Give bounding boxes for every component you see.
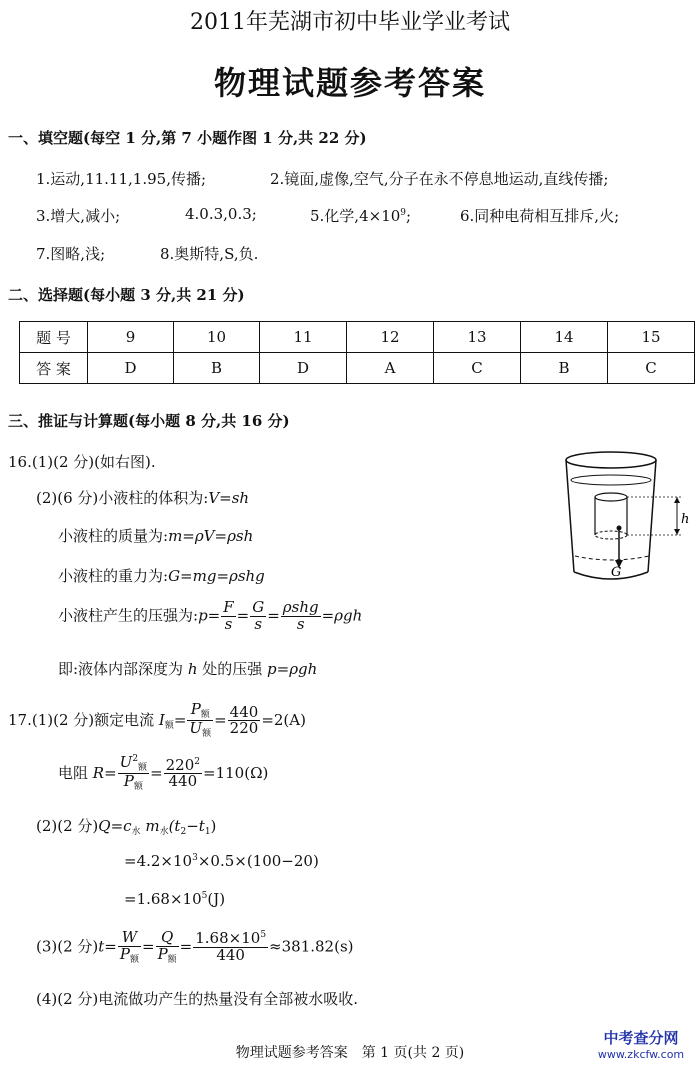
table-cell: B	[174, 353, 260, 384]
table-cell: 14	[521, 322, 608, 353]
table-row-answers	[20, 353, 695, 384]
table-label-answer: 答 案	[20, 353, 88, 384]
q16-volume: (2)(6 分)小液柱的体积为:V=sh	[36, 489, 250, 507]
q17-current: 17.(1)(2 分)额定电流 $I_额=$ $\frac{P_额}{U_额}$ = $\frac{440}{220}$ =2(A)	[8, 700, 306, 740]
section3-heading: 三、推证与计算题(每小题 8 分,共 16 分)	[8, 412, 290, 430]
answer-table	[19, 321, 695, 384]
table-cell: 13	[434, 322, 521, 353]
exam-subtitle: 2011年芜湖市初中毕业学业考试	[190, 10, 510, 35]
table-cell: C	[434, 353, 521, 384]
q17-heat-result: $=1.68\times 10^5(J)$	[124, 890, 226, 908]
table-cell: 10	[174, 322, 260, 353]
fill-answer-8: 8.奥斯特,S,负.	[160, 245, 259, 263]
table-row-numbers	[20, 322, 695, 353]
fill-answer-5: 5.化学$,4\times 10^9$;	[310, 207, 412, 225]
q17-part4: (4)(2 分)电流做功产生的热量没有全部被水吸收.	[36, 990, 359, 1008]
q16-mass: 小液柱的质量为:m=ρV=ρsh	[58, 527, 254, 545]
beaker-figure	[555, 448, 695, 588]
q17-heat-step: $=4.2\times 10^3\times 0.5\times(100-20)$	[124, 852, 319, 870]
figure-label-g: G	[611, 565, 622, 580]
q17-resistance: 电阻 R= $\frac{U^2_额}{P_额}$ = $\frac{220^2}{440}$ =110(Ω)	[58, 753, 269, 793]
q16-part1: 16.(1)(2 分)(如右图).	[8, 453, 156, 471]
fill-answer-4: 4.0.3,0.3;	[185, 205, 257, 223]
table-cell: D	[88, 353, 174, 384]
answer-table-wrap	[19, 321, 695, 384]
q16-conclusion: 即:液体内部深度为 h 处的压强 p=ρgh	[58, 660, 318, 678]
fill-answer-6: 6.同种电荷相互排斥,火;	[460, 207, 620, 225]
table-cell: D	[260, 353, 347, 384]
fill-answer-1: 1.运动,11.11,1.95,传播;	[36, 170, 207, 188]
table-cell: A	[347, 353, 434, 384]
page-footer: 物理试题参考答案 第 1 页(共 2 页)	[235, 1045, 465, 1061]
table-cell: 12	[347, 322, 434, 353]
table-label-number: 题 号	[20, 322, 88, 353]
table-cell: 9	[88, 322, 174, 353]
page-title: 物理试题参考答案	[213, 64, 486, 102]
q16-gravity: 小液柱的重力为:G=mg=ρshg	[58, 567, 265, 585]
figure-label-h: h	[681, 512, 690, 527]
watermark-title: 中考查分网	[603, 1029, 679, 1047]
q17-time: (3)(2 分)t= $\frac{W}{P_额}$ = $\frac{Q}{P_额}$ = $\frac{1.68\times 10^5}{440}$ ≈381.82(s)	[36, 928, 354, 965]
fill-answer-3: 3.增大,减小;	[36, 207, 121, 225]
site-watermark	[586, 1027, 696, 1061]
table-cell: C	[608, 353, 695, 384]
section1-heading: 一、填空题(每空 1 分,第 7 小题作图 1 分,共 22 分)	[8, 129, 367, 147]
watermark-url: www.zkcfw.com	[597, 1048, 685, 1061]
table-cell: B	[521, 353, 608, 384]
fill-answer-7: 7.图略,浅;	[36, 245, 106, 263]
q16-pressure: 小液柱产生的压强为:p= $\frac{F}{s}$ = $\frac{G}{s}$ = $\frac{\text{ρshg}}{s}$ =ρgh	[58, 598, 363, 633]
q17-heat-formula: (2)(2 分)$Q=c_水$ $m_水(t_2-t_1)$	[36, 817, 217, 837]
section2-heading: 二、选择题(每小题 3 分,共 21 分)	[8, 286, 245, 304]
fill-answer-2: 2.镜面,虚像,空气,分子在永不停息地运动,直线传播;	[270, 170, 609, 188]
table-cell: 15	[608, 322, 695, 353]
table-cell: 11	[260, 322, 347, 353]
